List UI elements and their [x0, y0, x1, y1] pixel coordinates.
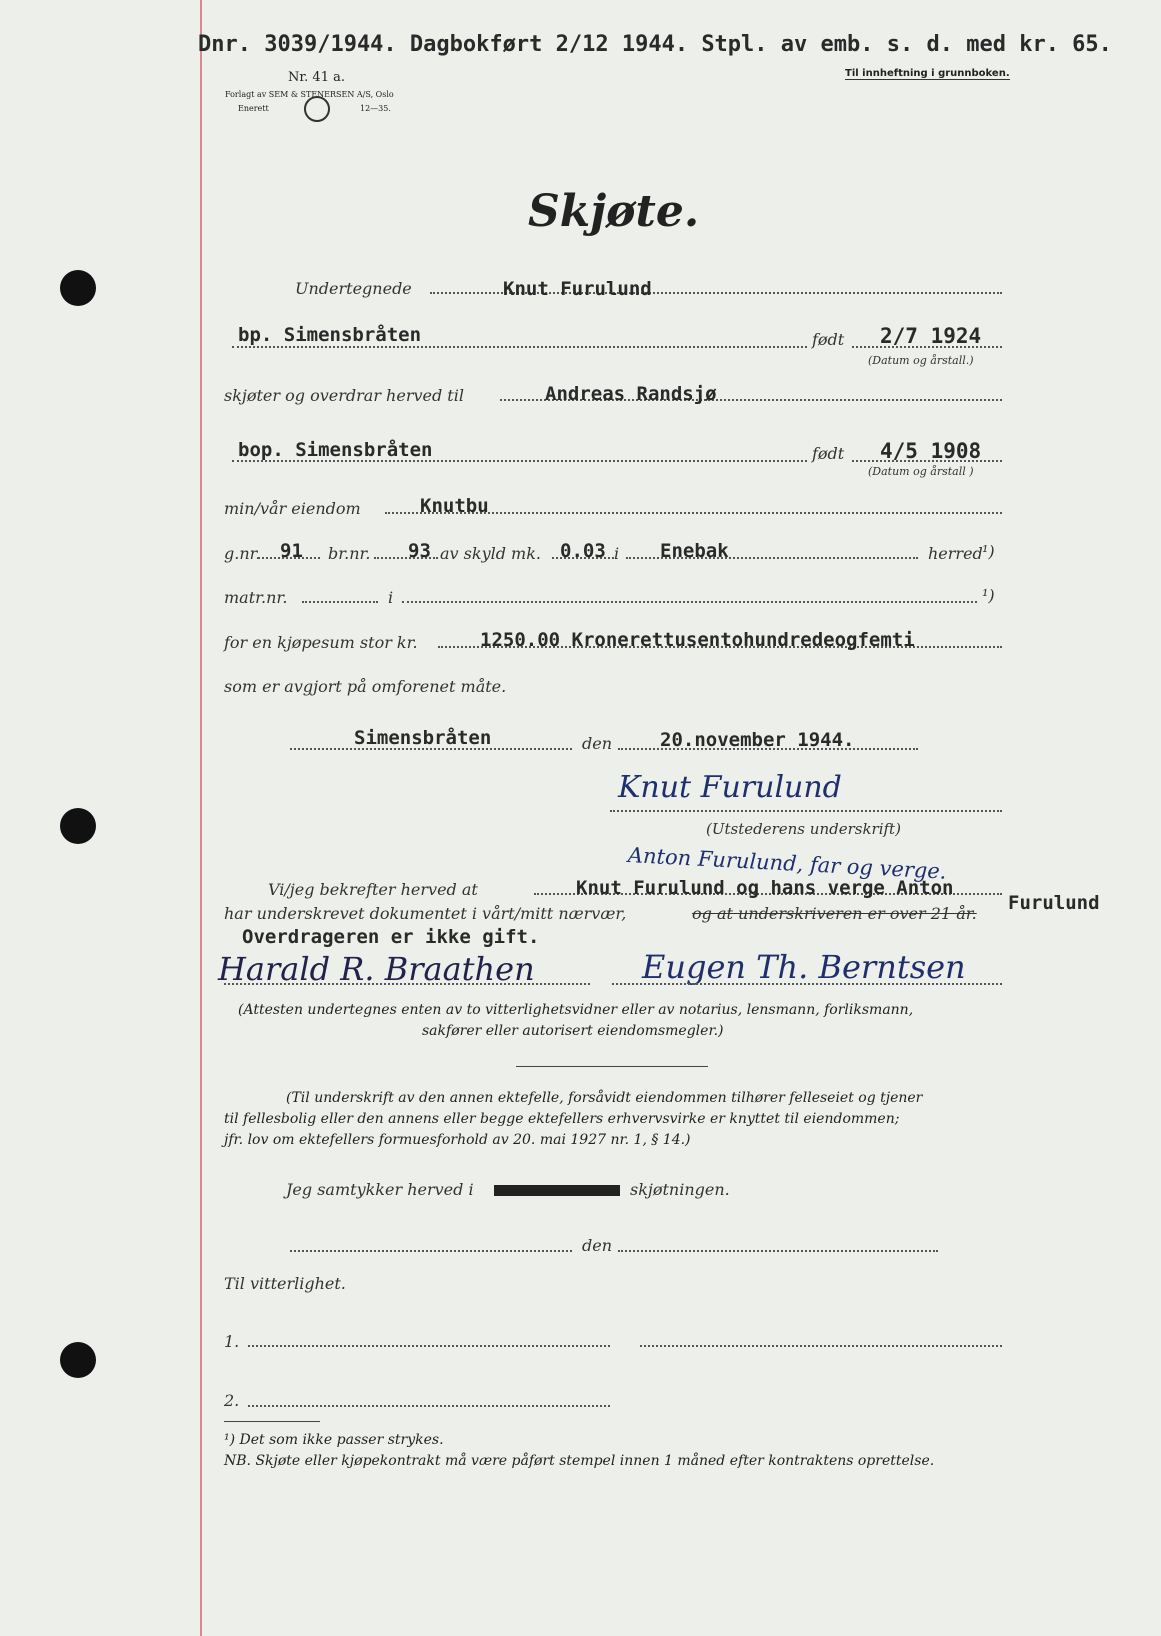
- spouse-note: jfr. lov om ektefellers formuesforhold av 20. mai 1927 nr. 1, § 14.): [224, 1132, 691, 1148]
- eiendom-label: min/vår eiendom: [224, 499, 361, 518]
- publisher-enerett: Enerett: [238, 104, 269, 113]
- witness1-signature: Harald R. Braathen: [218, 950, 535, 988]
- dotted-line: [612, 983, 1002, 985]
- bnr-value: 93: [408, 540, 431, 562]
- dotted-line: [618, 1250, 938, 1252]
- redaction-block: [494, 1185, 620, 1196]
- dotted-line: [248, 1405, 610, 1407]
- dotted-line: [224, 983, 590, 985]
- gnr-value: 91: [280, 540, 303, 562]
- fodt-label: født: [812, 444, 845, 463]
- confirm-names: Knut Furulund og hans verge Anton: [576, 877, 954, 899]
- footnote-2: NB. Skjøte eller kjøpekontrakt må være påført stempel innen 1 måned efter kontraktens oprettelse.: [224, 1453, 935, 1469]
- dotted-line: [402, 601, 977, 603]
- bnr-label: br.nr.: [328, 544, 371, 563]
- line2-struck: og at underskriveren er over 21 år.: [692, 904, 977, 923]
- municipality: Enebak: [660, 540, 729, 562]
- witness-item-2: 2.: [224, 1391, 240, 1410]
- footnote-divider: [224, 1421, 320, 1422]
- issuer-signature: Knut Furulund: [618, 770, 842, 805]
- datum-note: (Datum og årstall.): [868, 354, 974, 367]
- footnote-mark: ¹): [982, 542, 995, 561]
- footnote-mark: ¹): [982, 586, 995, 605]
- seller-name: Knut Furulund: [503, 278, 652, 300]
- seller-born: 2/7 1924: [880, 324, 982, 348]
- date: 20.november 1944.: [660, 729, 855, 751]
- witness-item-1: 1.: [224, 1332, 240, 1351]
- publisher-date: 12—35.: [360, 104, 391, 113]
- filing-note: Til innheftning i grunnboken.: [845, 68, 1010, 79]
- form-number: Nr. 41 a.: [288, 70, 345, 85]
- skyld-label: av skyld mk.: [440, 544, 542, 563]
- seller-address: bp. Simensbråten: [238, 324, 422, 346]
- property-name: Knutbu: [420, 495, 489, 517]
- divider: [516, 1066, 708, 1067]
- footnote-1: ¹) Det som ikke passer strykes.: [224, 1432, 444, 1448]
- transfer-label: skjøter og overdrar herved til: [224, 386, 464, 405]
- i-label: i: [388, 588, 394, 607]
- punch-hole-top: [60, 270, 96, 306]
- place: Simensbråten: [354, 727, 492, 749]
- registry-line: Dnr. 3039/1944. Dagbokført 2/12 1944. Stpl. av emb. s. d. med kr. 65.: [198, 32, 1112, 57]
- confirm-names-cont: Furulund: [1008, 892, 1100, 914]
- witness2-signature: Eugen Th. Berntsen: [642, 948, 966, 986]
- attest-note-cont: sakfører eller autorisert eiendomsmegler.): [422, 1023, 724, 1039]
- price: 1250.00 Kronerettusentohundredeogfemti: [480, 629, 915, 651]
- dotted-line: [232, 346, 807, 348]
- kjopesum-label: for en kjøpesum stor kr.: [224, 633, 418, 652]
- consent-label: Jeg samtykker herved i: [286, 1180, 474, 1199]
- dotted-line: [232, 460, 807, 462]
- datum-note: (Datum og årstall ): [868, 465, 974, 478]
- dotted-line: [248, 1345, 610, 1347]
- den-label: den: [582, 734, 613, 753]
- herred-label: herred: [928, 544, 983, 563]
- skyld-value: 0.03: [560, 540, 606, 562]
- confirm-label: Vi/jeg bekrefter herved at: [268, 880, 478, 899]
- publisher-line: Forlagt av SEM & STENERSEN A/S, Oslo: [225, 90, 394, 99]
- buyer-address: bop. Simensbråten: [238, 439, 433, 461]
- publisher-seal-icon: [304, 96, 330, 122]
- gnr-label: g.nr.: [224, 544, 261, 563]
- punch-hole-middle: [60, 808, 96, 844]
- spouse-note: til fellesbolig eller den annens eller begge ektefellers erhvervsvirke er knyttet til eiendommen;: [224, 1111, 900, 1127]
- dotted-line: [290, 1250, 572, 1252]
- vitterlighet-label: Til vitterlighet.: [224, 1274, 346, 1293]
- avgjort-label: som er avgjort på omforenet måte.: [224, 677, 507, 696]
- dotted-line: [610, 810, 1002, 812]
- den-label: den: [582, 1236, 613, 1255]
- i-label: i: [614, 544, 620, 563]
- consent-suffix: skjøtningen.: [630, 1180, 730, 1199]
- line2-label: har underskrevet dokumentet i vårt/mitt nærvær,: [224, 904, 627, 923]
- dotted-line: [302, 601, 378, 603]
- undertegnede-label: Undertegnede: [295, 279, 412, 298]
- punch-hole-bottom: [60, 1342, 96, 1378]
- spouse-note: (Til underskrift av den annen ektefelle, forsåvidt eiendommen tilhører felleseiet og tjener: [286, 1090, 923, 1106]
- dotted-line: [640, 1345, 1002, 1347]
- guardian-signature: Anton Furulund, far og verge.: [627, 843, 948, 884]
- fodt-label: født: [812, 330, 845, 349]
- buyer-name: Andreas Randsjø: [545, 383, 717, 405]
- matr-label: matr.nr.: [224, 588, 288, 607]
- married-note: Overdrageren er ikke gift.: [242, 926, 540, 948]
- attest-note: (Attesten undertegnes enten av to vitterlighetsvidner eller av notarius, lensmann, forliksmann,: [238, 1002, 914, 1018]
- buyer-born: 4/5 1908: [880, 439, 982, 463]
- issuer-caption: (Utstederens underskrift): [706, 820, 901, 838]
- margin-line: [200, 0, 202, 1636]
- document-title: Skjøte.: [528, 186, 700, 237]
